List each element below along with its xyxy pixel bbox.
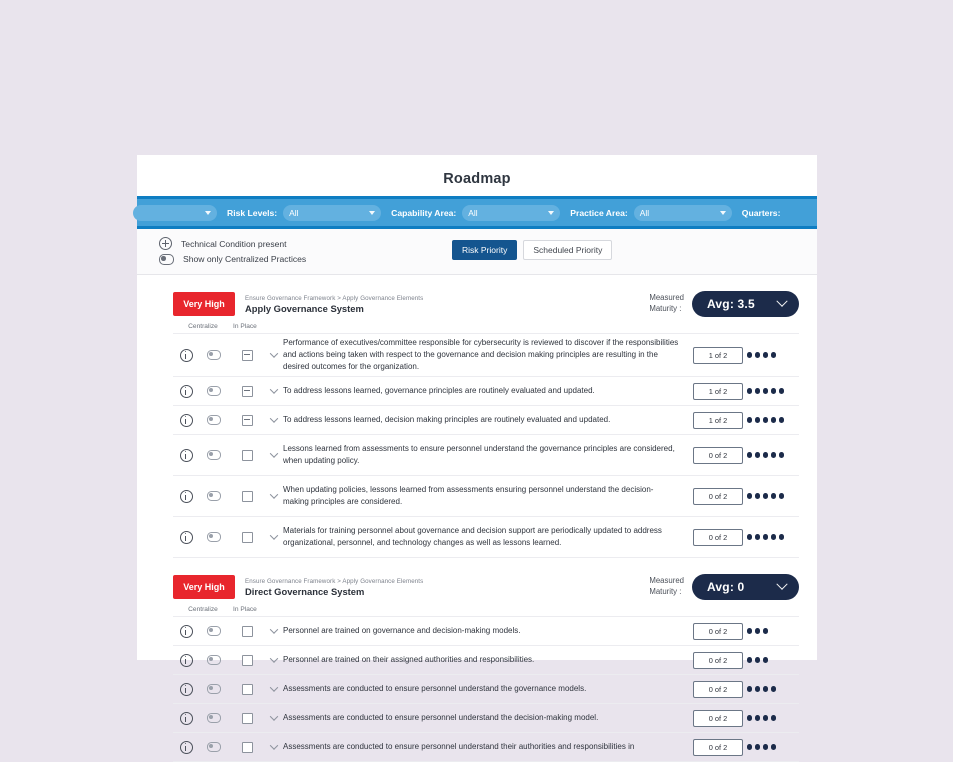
- maturity-dots: [745, 534, 799, 539]
- count-cell: [691, 383, 745, 400]
- centralize-cell: [199, 626, 229, 636]
- in-place-checkbox[interactable]: [242, 350, 253, 361]
- info-icon[interactable]: [180, 683, 193, 696]
- scheduled-priority-button[interactable]: Scheduled Priority: [523, 240, 612, 260]
- in-place-checkbox[interactable]: [242, 450, 253, 461]
- info-cell: [173, 414, 199, 427]
- practice-row: [173, 406, 799, 435]
- maturity-dot: [755, 657, 760, 662]
- centralize-cell: [199, 491, 229, 501]
- maturity-dot: [779, 452, 784, 457]
- average-maturity-value: Avg: 0: [707, 580, 745, 594]
- maturity-dot: [771, 534, 776, 539]
- completion-count[interactable]: 0 of 2: [693, 652, 743, 669]
- in-place-cell: [229, 655, 265, 666]
- practice-text: Lessons learned from assessments to ensure personnel understand the governance principles are considered, when updating policy.: [283, 444, 675, 465]
- measured-maturity-line2: Maturity :: [649, 587, 682, 596]
- page-title: Roadmap: [443, 171, 511, 187]
- practice-text-cell: [283, 741, 691, 753]
- row-column-headers: [173, 606, 817, 613]
- filter-capability-area-group: [391, 205, 560, 221]
- expand-cell: [265, 493, 283, 499]
- maturity-dot: [763, 417, 768, 422]
- maturity-dot: [755, 715, 760, 720]
- maturity-dot: [763, 493, 768, 498]
- maturity-dots: [745, 715, 799, 720]
- practice-text-cell: [283, 385, 691, 397]
- in-place-cell: [229, 350, 265, 361]
- centralized-practice-icon: [159, 254, 174, 265]
- chevron-down-icon: [369, 211, 375, 215]
- filter-practice-area-group: [570, 205, 731, 221]
- practice-text: Personnel are trained on governance and decision-making models.: [283, 626, 521, 635]
- practice-heading: [245, 295, 649, 314]
- chevron-down-icon[interactable]: [270, 490, 278, 498]
- filter-risk-levels-group: [227, 205, 381, 221]
- centralized-practice-icon[interactable]: [207, 532, 221, 542]
- maturity-dot: [755, 686, 760, 691]
- practice-title: Apply Governance System: [245, 302, 364, 314]
- practice-text-cell: [283, 712, 691, 724]
- practice-text-cell: [283, 525, 691, 549]
- in-place-checkbox[interactable]: [242, 655, 253, 666]
- expand-cell: [265, 352, 283, 358]
- maturity-dots: [745, 628, 799, 633]
- completion-count[interactable]: 0 of 2: [693, 623, 743, 640]
- info-cell: [173, 531, 199, 544]
- info-icon[interactable]: [180, 531, 193, 544]
- expand-cell: [265, 715, 283, 721]
- filter-practice-area-value: All: [639, 207, 650, 218]
- maturity-dot: [747, 628, 752, 633]
- practice-text-cell: [283, 654, 691, 666]
- chevron-down-icon: [205, 211, 211, 215]
- practice-text-cell: [283, 625, 691, 637]
- maturity-dot: [763, 715, 768, 720]
- maturity-dots: [745, 417, 799, 422]
- risk-level-badge: Very High: [173, 575, 235, 599]
- chevron-down-icon[interactable]: [270, 349, 278, 357]
- practice-row: [173, 733, 799, 762]
- maturity-dot: [763, 744, 768, 749]
- maturity-dot: [755, 352, 760, 357]
- completion-count[interactable]: 1 of 2: [693, 412, 743, 429]
- practice-heading: [245, 578, 649, 597]
- count-cell: [691, 447, 745, 464]
- count-cell: [691, 739, 745, 756]
- count-cell: [691, 652, 745, 669]
- filter-quarters-label: Quarters:: [741, 207, 781, 218]
- in-place-cell: [229, 713, 265, 724]
- row-column-headers: [173, 323, 817, 330]
- roadmap-panel: [137, 155, 817, 752]
- maturity-dots: [745, 388, 799, 393]
- completion-count[interactable]: 1 of 2: [693, 383, 743, 400]
- risk-priority-button[interactable]: Risk Priority: [452, 240, 517, 260]
- chevron-down-icon[interactable]: [270, 712, 278, 720]
- info-cell: [173, 712, 199, 725]
- practice-row: [173, 646, 799, 675]
- chevron-down-icon: [548, 211, 554, 215]
- info-cell: [173, 449, 199, 462]
- info-cell: [173, 625, 199, 638]
- breadcrumb: Ensure Governance Framework > Apply Governance Elements: [245, 294, 424, 302]
- practice-text-cell: [283, 414, 691, 426]
- filter-risk-levels-value: All: [289, 207, 299, 218]
- maturity-dot: [755, 534, 760, 539]
- maturity-dot: [771, 493, 776, 498]
- in-place-checkbox[interactable]: [242, 742, 253, 753]
- chevron-down-icon[interactable]: [270, 385, 278, 393]
- in-place-cell: [229, 626, 265, 637]
- maturity-dot: [747, 686, 752, 691]
- maturity-dot: [755, 417, 760, 422]
- chevron-down-icon[interactable]: [270, 654, 278, 662]
- average-maturity-pill[interactable]: [692, 291, 799, 317]
- maturity-dot: [755, 388, 760, 393]
- maturity-dot: [755, 628, 760, 633]
- expand-cell: [265, 686, 283, 692]
- centralize-cell: [199, 450, 229, 460]
- practice-text: Assessments are conducted to ensure personnel understand the governance models.: [283, 684, 587, 693]
- info-cell: [173, 741, 199, 754]
- legend-technical-condition-label: Technical Condition present: [181, 238, 287, 249]
- practice-text-cell: [283, 683, 691, 695]
- count-cell: [691, 488, 745, 505]
- completion-count[interactable]: 0 of 2: [693, 681, 743, 698]
- practice-row: [173, 476, 799, 517]
- practice-text: To address lessons learned, decision making principles are routinely evaluated and updated.: [283, 415, 611, 424]
- maturity-dot: [771, 417, 776, 422]
- in-place-cell: [229, 742, 265, 753]
- in-place-checkbox[interactable]: [242, 491, 253, 502]
- practice-text: Assessments are conducted to ensure personnel understand their authorities and responsibilities in: [283, 742, 635, 751]
- practice-text: Materials for training personnel about governance and decision support are periodically updated to address organizational, personnel, and technology changes as well as lessons learned.: [283, 526, 662, 547]
- maturity-dot: [747, 452, 752, 457]
- centralize-cell: [199, 415, 229, 425]
- column-header-in-place: In Place: [233, 323, 257, 330]
- info-icon[interactable]: [180, 712, 193, 725]
- info-icon[interactable]: [180, 654, 193, 667]
- in-place-checkbox[interactable]: [242, 713, 253, 724]
- chevron-down-icon[interactable]: [270, 741, 278, 749]
- maturity-dot: [755, 452, 760, 457]
- maturity-dot: [747, 388, 752, 393]
- practice-text-cell: [283, 484, 691, 508]
- centralize-cell: [199, 386, 229, 396]
- count-cell: [691, 623, 745, 640]
- centralize-cell: [199, 684, 229, 694]
- count-cell: [691, 710, 745, 727]
- centralized-practice-icon[interactable]: [207, 386, 221, 396]
- info-cell: [173, 490, 199, 503]
- filter-capability-area-label: Capability Area:: [391, 207, 457, 218]
- info-icon[interactable]: [180, 414, 193, 427]
- info-icon[interactable]: [180, 449, 193, 462]
- centralize-cell: [199, 532, 229, 542]
- filter-risk-levels-label: Risk Levels:: [227, 207, 278, 218]
- count-cell: [691, 412, 745, 429]
- maturity-dot: [747, 657, 752, 662]
- maturity-dot: [771, 452, 776, 457]
- legend-technical-condition: [159, 237, 287, 250]
- maturity-dot: [747, 534, 752, 539]
- practice-text: Performance of executives/committee responsible for cybersecurity is reviewed to discover if the responsibilities and actions being taken with respect to the governance and decision making principles are resulting in the desired outcomes for the organization.: [283, 338, 679, 371]
- maturity-dot: [779, 534, 784, 539]
- practice-card-header: [173, 572, 799, 602]
- legend-toolbar: [137, 229, 817, 275]
- filter-unlabeled-group: [151, 205, 217, 221]
- in-place-checkbox[interactable]: [242, 684, 253, 695]
- in-place-checkbox[interactable]: [242, 415, 253, 426]
- centralized-practice-icon[interactable]: [207, 415, 221, 425]
- maturity-dot: [763, 657, 768, 662]
- info-icon[interactable]: [180, 385, 193, 398]
- count-cell: [691, 347, 745, 364]
- centralized-practice-icon[interactable]: [207, 491, 221, 501]
- column-header-centralize: Centralize: [188, 606, 218, 613]
- info-icon[interactable]: [180, 625, 193, 638]
- maturity-dot: [771, 686, 776, 691]
- maturity-dot: [771, 388, 776, 393]
- practice-rows: [173, 333, 799, 558]
- expand-cell: [265, 388, 283, 394]
- chevron-down-icon: [776, 296, 787, 307]
- expand-cell: [265, 628, 283, 634]
- expand-cell: [265, 452, 283, 458]
- count-cell: [691, 681, 745, 698]
- maturity-dot: [763, 534, 768, 539]
- maturity-dot: [763, 352, 768, 357]
- maturity-dot: [747, 493, 752, 498]
- info-cell: [173, 654, 199, 667]
- measured-maturity-line1: Measured: [649, 576, 684, 586]
- centralized-practice-icon[interactable]: [207, 742, 221, 752]
- practice-title: Direct Governance System: [245, 585, 365, 597]
- filter-practice-area-select[interactable]: [634, 205, 732, 221]
- centralized-practice-icon[interactable]: [207, 713, 221, 723]
- maturity-dot: [747, 417, 752, 422]
- maturity-dots: [745, 686, 799, 691]
- priority-toggle-group: [452, 240, 612, 260]
- practice-row: [173, 704, 799, 733]
- expand-cell: [265, 417, 283, 423]
- practice-row: [173, 517, 799, 558]
- chevron-down-icon: [720, 211, 726, 215]
- chevron-down-icon[interactable]: [270, 683, 278, 691]
- filter-practice-area-label: Practice Area:: [570, 207, 628, 218]
- info-cell: [173, 385, 199, 398]
- practice-card: [137, 289, 817, 558]
- maturity-dots: [745, 452, 799, 457]
- maturity-dot: [779, 388, 784, 393]
- centralize-cell: [199, 742, 229, 752]
- legend-show-centralized-label: Show only Centralized Practices: [183, 254, 307, 265]
- in-place-checkbox[interactable]: [242, 386, 253, 397]
- completion-count[interactable]: 0 of 2: [693, 739, 743, 756]
- in-place-cell: [229, 450, 265, 461]
- info-icon[interactable]: [180, 741, 193, 754]
- practice-row: [173, 377, 799, 406]
- maturity-dot: [771, 715, 776, 720]
- maturity-dot: [747, 352, 752, 357]
- centralized-practice-icon[interactable]: [207, 684, 221, 694]
- filter-unlabeled-select[interactable]: [133, 205, 217, 221]
- maturity-dot: [779, 493, 784, 498]
- centralize-cell: [199, 713, 229, 723]
- measured-maturity-line2: Maturity :: [649, 304, 682, 313]
- maturity-dot: [763, 388, 768, 393]
- filter-capability-area-value: All: [468, 207, 478, 218]
- centralized-practice-icon[interactable]: [207, 626, 221, 636]
- chevron-down-icon: [776, 579, 787, 590]
- practice-text: Assessments are conducted to ensure personnel understand the decision-making model.: [283, 713, 599, 722]
- measured-maturity-label: [649, 293, 684, 314]
- average-maturity-pill[interactable]: [692, 574, 799, 600]
- completion-count[interactable]: 0 of 2: [693, 710, 743, 727]
- filter-quarters-group: [742, 208, 787, 218]
- centralized-practice-icon[interactable]: [207, 655, 221, 665]
- in-place-cell: [229, 491, 265, 502]
- maturity-dot: [779, 417, 784, 422]
- breadcrumb: Ensure Governance Framework > Apply Governance Elements: [245, 577, 424, 585]
- centralized-practice-icon[interactable]: [207, 450, 221, 460]
- chevron-down-icon[interactable]: [270, 414, 278, 422]
- maturity-dot: [747, 715, 752, 720]
- practice-row: [173, 675, 799, 704]
- chevron-down-icon[interactable]: [270, 449, 278, 457]
- expand-cell: [265, 744, 283, 750]
- practice-text: When updating policies, lessons learned from assessments ensuring personnel understand the decision-making principles are considered.: [283, 485, 654, 506]
- risk-level-badge: Very High: [173, 292, 235, 316]
- practice-card: [137, 572, 817, 762]
- maturity-dots: [745, 493, 799, 498]
- in-place-cell: [229, 684, 265, 695]
- practice-card-list: [137, 289, 817, 762]
- count-cell: [691, 529, 745, 546]
- chevron-down-icon[interactable]: [270, 531, 278, 539]
- in-place-cell: [229, 532, 265, 543]
- practice-row: [173, 617, 799, 646]
- in-place-cell: [229, 415, 265, 426]
- practice-text-cell: [283, 337, 691, 373]
- info-icon[interactable]: [180, 490, 193, 503]
- info-cell: [173, 683, 199, 696]
- completion-count[interactable]: 1 of 2: [693, 347, 743, 364]
- in-place-checkbox[interactable]: [242, 626, 253, 637]
- practice-text: To address lessons learned, governance principles are routinely evaluated and updated.: [283, 386, 595, 395]
- expand-cell: [265, 657, 283, 663]
- completion-count[interactable]: 0 of 2: [693, 447, 743, 464]
- maturity-dots: [745, 352, 799, 357]
- filter-capability-area-select[interactable]: [462, 205, 560, 221]
- filter-bar: [137, 196, 817, 229]
- maturity-dot: [763, 686, 768, 691]
- maturity-dot: [747, 744, 752, 749]
- practice-text: Personnel are trained on their assigned authorities and responsibilities.: [283, 655, 535, 664]
- maturity-dot: [755, 744, 760, 749]
- expand-cell: [265, 534, 283, 540]
- practice-row: [173, 334, 799, 377]
- column-header-centralize: Centralize: [188, 323, 218, 330]
- maturity-dot: [763, 628, 768, 633]
- practice-row: [173, 435, 799, 476]
- maturity-dots: [745, 657, 799, 662]
- maturity-dot: [755, 493, 760, 498]
- completion-count[interactable]: 0 of 2: [693, 529, 743, 546]
- in-place-checkbox[interactable]: [242, 532, 253, 543]
- centralize-cell: [199, 655, 229, 665]
- maturity-dot: [763, 452, 768, 457]
- measured-maturity-label: [649, 576, 684, 597]
- maturity-dot: [771, 744, 776, 749]
- chevron-down-icon[interactable]: [270, 625, 278, 633]
- practice-text-cell: [283, 443, 691, 467]
- maturity-dot: [771, 352, 776, 357]
- completion-count[interactable]: 0 of 2: [693, 488, 743, 505]
- legend-show-centralized[interactable]: [159, 254, 306, 265]
- column-header-in-place: In Place: [233, 606, 257, 613]
- maturity-dots: [745, 744, 799, 749]
- filter-risk-levels-select[interactable]: [283, 205, 381, 221]
- info-cell: [173, 349, 199, 362]
- circle-plus-icon: [159, 237, 172, 250]
- measured-maturity-line1: Measured: [649, 293, 684, 303]
- info-icon[interactable]: [180, 349, 193, 362]
- practice-card-header: [173, 289, 799, 319]
- in-place-cell: [229, 386, 265, 397]
- average-maturity-value: Avg: 3.5: [707, 297, 755, 311]
- practice-rows: [173, 616, 799, 762]
- centralize-cell: [199, 350, 229, 360]
- centralized-practice-icon[interactable]: [207, 350, 221, 360]
